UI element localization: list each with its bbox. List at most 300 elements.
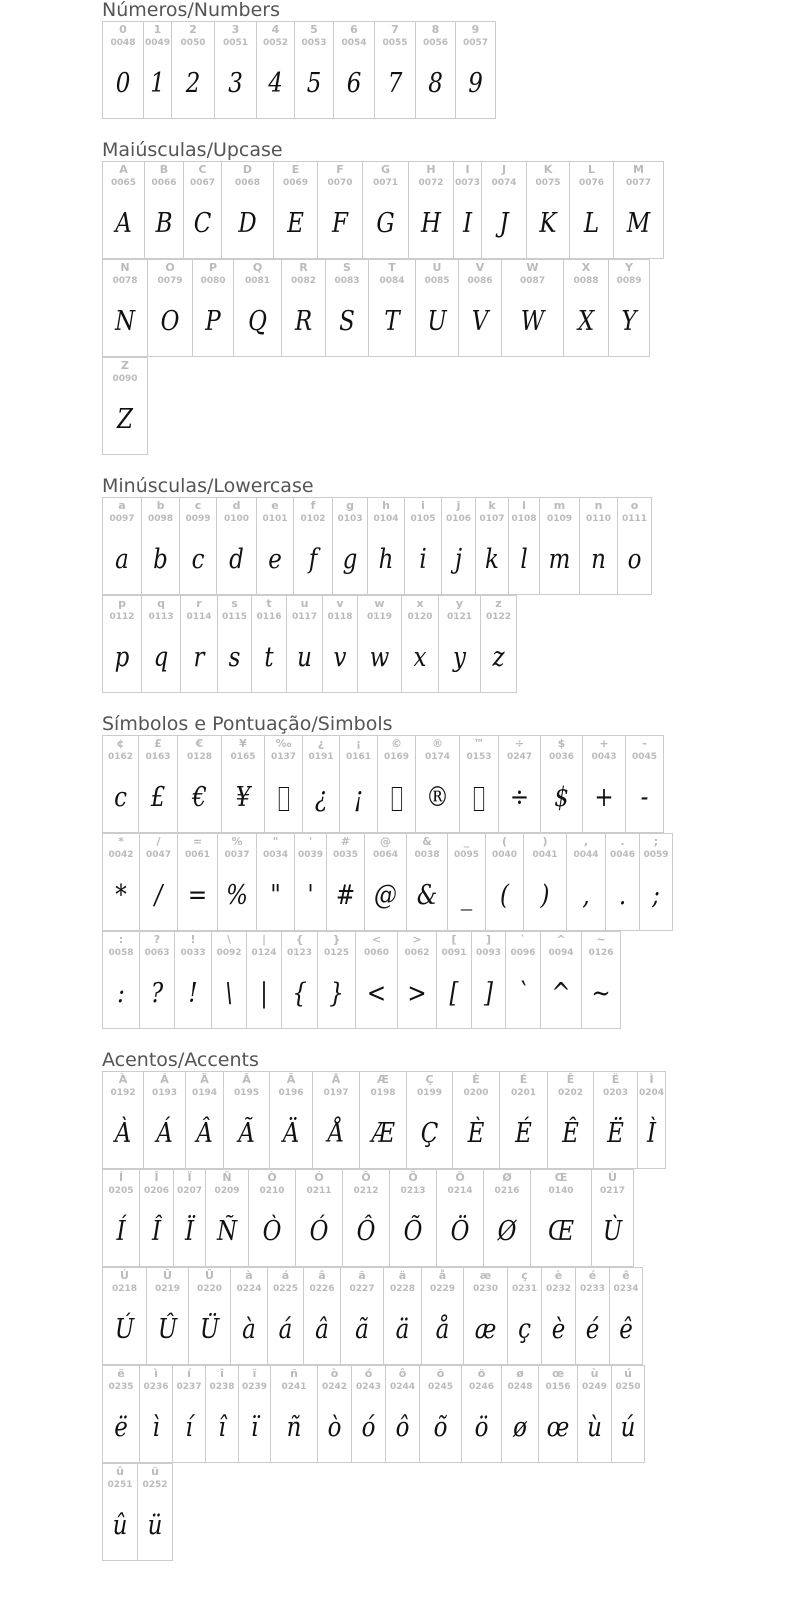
char-cell-0226: [303, 1267, 341, 1365]
char-code: 0191: [308, 752, 334, 762]
char-glyph: H: [420, 208, 442, 239]
char-cell-0073: [453, 161, 482, 259]
char-glyph: ç: [518, 1314, 531, 1345]
char-glyph: E: [287, 208, 304, 239]
char-label: =: [192, 835, 203, 848]
char-label: r: [196, 597, 202, 610]
char-glyph: +: [594, 782, 614, 813]
char-glyph: Â: [196, 1118, 213, 1149]
char-code: 0124: [251, 948, 277, 958]
char-code: 0056: [422, 38, 449, 48]
char-glyph: :: [117, 978, 125, 1009]
char-label: M: [633, 163, 644, 176]
char-cell-0116: [251, 595, 287, 693]
char-cell-0104: [367, 497, 405, 595]
char-label: ^: [556, 933, 566, 946]
char-glyph: P: [205, 306, 221, 337]
char-cell-0220: [188, 1267, 231, 1365]
char-cell-0042: [102, 833, 140, 931]
char-glyph: 7: [387, 68, 403, 99]
char-cell-0163: [138, 735, 178, 833]
char-code: 0062: [404, 948, 430, 958]
char-label: ø: [516, 1367, 524, 1380]
char-label: 9: [471, 23, 480, 36]
char-glyph: R: [294, 306, 313, 337]
char-glyph: €: [192, 782, 207, 813]
char-glyph: å: [435, 1314, 450, 1345]
char-label: Q: [252, 261, 263, 274]
char-label: e: [271, 499, 279, 512]
char-code: 0233: [579, 1284, 606, 1294]
char-cell-0100: [216, 497, 257, 595]
char-code: 0220: [196, 1284, 223, 1294]
char-code: 0205: [108, 1186, 134, 1196]
char-glyph: <: [366, 978, 387, 1009]
char-code: 0105: [410, 514, 436, 524]
char-code: 0232: [545, 1284, 572, 1294]
char-glyph: k: [485, 544, 499, 575]
char-label: q: [157, 597, 165, 610]
char-cell-0034: [256, 833, 295, 931]
char-label: ò: [330, 1367, 339, 1380]
char-label: `: [520, 933, 526, 946]
char-label: N: [120, 261, 130, 274]
char-cell-0045: [625, 735, 664, 833]
char-label: d: [232, 499, 241, 512]
char-code: 0243: [355, 1382, 382, 1392]
char-label: í: [187, 1367, 191, 1380]
char-cell-0250: [611, 1365, 645, 1463]
char-cell-0227: [340, 1267, 384, 1365]
char-code: 0211: [306, 1186, 332, 1196]
char-label: W: [526, 261, 539, 274]
char-label: Ê: [566, 1073, 575, 1086]
char-glyph: Î: [151, 1216, 162, 1247]
missing-glyph-icon: [278, 787, 288, 811]
char-code: 0195: [233, 1088, 260, 1098]
char-label: Í: [118, 1171, 124, 1184]
char-cell-0239: [238, 1365, 271, 1463]
char-cell-0232: [541, 1267, 576, 1365]
char-cell-0241: [270, 1365, 318, 1463]
char-label: Å: [331, 1073, 341, 1086]
char-cell-0112: [102, 595, 142, 693]
glyph-row: [102, 1169, 633, 1267]
char-code: 0126: [588, 948, 614, 958]
char-cell-0242: [317, 1365, 352, 1463]
char-cell-0194: [185, 1071, 224, 1169]
missing-glyph-icon: [474, 787, 484, 811]
char-label: x: [416, 597, 424, 610]
char-label: :: [118, 933, 124, 946]
char-label: #: [340, 835, 351, 848]
char-code: 0085: [424, 276, 450, 286]
char-cell-0229: [421, 1267, 464, 1365]
char-cell-0060: [355, 931, 398, 1029]
char-cell-0210: [248, 1169, 296, 1267]
char-glyph: (: [500, 880, 509, 911]
char-code: 0235: [108, 1382, 134, 1392]
char-label: ì: [154, 1367, 158, 1380]
char-glyph: 3: [228, 68, 243, 99]
char-glyph: ~: [591, 978, 611, 1009]
char-cell-0106: [441, 497, 476, 595]
char-label: E: [291, 163, 300, 176]
char-glyph: 5: [306, 68, 322, 99]
char-glyph: Ë: [607, 1118, 624, 1149]
char-code: 0099: [185, 514, 211, 524]
char-code: 0033: [180, 948, 206, 958]
char-cell-0048: [102, 21, 144, 119]
char-cell-0113: [141, 595, 181, 693]
char-glyph: Õ: [403, 1216, 423, 1247]
char-label: B: [159, 163, 169, 176]
char-glyph: È: [467, 1118, 485, 1149]
char-code: 0202: [557, 1088, 584, 1098]
char-cell-0081: [233, 259, 282, 357]
char-cell-0054: [333, 21, 375, 119]
char-code: 0216: [494, 1186, 520, 1196]
char-glyph: .: [618, 880, 627, 911]
char-code: 0034: [262, 850, 289, 860]
char-cell-0156: [538, 1365, 578, 1463]
char-cell-0063: [139, 931, 175, 1029]
char-label: g: [346, 499, 354, 512]
char-label: Â: [200, 1073, 209, 1086]
glyph-row: [102, 497, 651, 595]
char-code: 0238: [209, 1382, 235, 1392]
char-cell-0248: [501, 1365, 539, 1463]
char-glyph: ': [307, 880, 314, 911]
char-label: K: [543, 163, 553, 176]
char-glyph: ): [540, 880, 550, 911]
char-label: õ: [436, 1367, 445, 1380]
char-glyph: S: [339, 306, 355, 337]
char-glyph: ¥: [235, 782, 251, 813]
char-code: 0060: [363, 948, 390, 958]
char-cell-0055: [374, 21, 416, 119]
char-code: 0194: [191, 1088, 218, 1098]
char-code: 0231: [511, 1284, 538, 1294]
char-glyph: U: [427, 306, 447, 337]
char-cell-0111: [617, 497, 652, 595]
char-cell-0244: [385, 1365, 420, 1463]
char-code: 0213: [400, 1186, 426, 1196]
char-glyph: â: [315, 1314, 329, 1345]
char-code: 0091: [441, 948, 467, 958]
char-glyph: j: [454, 544, 463, 575]
char-glyph: m: [548, 544, 571, 575]
char-label: >: [412, 933, 422, 946]
char-cell-0115: [217, 595, 252, 693]
char-glyph: d: [229, 544, 244, 575]
char-glyph: æ: [474, 1314, 497, 1345]
char-glyph: ú: [620, 1412, 636, 1443]
char-label: {: [295, 933, 304, 946]
char-cell-0033: [174, 931, 212, 1029]
char-glyph: ]: [484, 978, 493, 1009]
glyph-row: [102, 833, 672, 931]
char-glyph: ^: [551, 978, 571, 1009]
char-code: 0100: [223, 514, 250, 524]
char-glyph: |: [260, 978, 268, 1009]
char-label: R: [299, 261, 308, 274]
char-glyph: [268, 782, 299, 814]
char-code: 0250: [615, 1382, 641, 1392]
char-code: 0192: [110, 1088, 136, 1098]
char-glyph: Z: [117, 404, 133, 435]
char-label: ™: [473, 737, 485, 750]
char-label: Ñ: [222, 1171, 232, 1184]
char-label: Æ: [377, 1073, 389, 1086]
char-glyph: !: [188, 978, 198, 1009]
char-glyph: G: [376, 208, 395, 239]
char-code: 0207: [176, 1186, 203, 1196]
char-label: ]: [485, 933, 492, 946]
char-code: 0228: [389, 1284, 416, 1294]
char-code: 0245: [427, 1382, 454, 1392]
char-glyph: 8: [428, 68, 443, 99]
glyph-row: [102, 931, 620, 1029]
char-glyph: ê: [619, 1314, 633, 1345]
char-label: á: [281, 1269, 290, 1282]
char-glyph: I: [462, 208, 473, 239]
char-label: €: [195, 737, 204, 750]
char-cell-0075: [526, 161, 570, 259]
char-code: 0246: [468, 1382, 495, 1392]
char-glyph: N: [114, 306, 136, 337]
char-code: 0107: [479, 514, 505, 524]
char-cell-0231: [507, 1267, 542, 1365]
char-label: ‰: [275, 737, 292, 750]
char-label: H: [426, 163, 436, 176]
char-cell-0174: [415, 735, 460, 833]
char-label: 7: [391, 23, 399, 36]
char-glyph: z: [492, 642, 505, 673]
char-label: o: [630, 499, 639, 512]
char-label: 2: [189, 23, 197, 36]
char-glyph: F: [332, 208, 348, 239]
char-glyph: Ô: [356, 1216, 376, 1247]
char-cell-0140: [530, 1169, 592, 1267]
char-cell-0085: [415, 259, 459, 357]
char-code: 0073: [454, 178, 481, 188]
char-cell-0076: [569, 161, 614, 259]
char-label: k: [488, 499, 496, 512]
char-code: 0054: [341, 38, 367, 48]
char-glyph: 2: [185, 68, 201, 99]
char-label: V: [475, 261, 485, 274]
char-label: Ä: [286, 1073, 296, 1086]
char-cell-0237: [172, 1365, 206, 1463]
char-code: 0112: [109, 612, 135, 622]
char-cell-0044: [566, 833, 606, 931]
char-glyph: D: [238, 208, 257, 239]
char-code: 0227: [349, 1284, 375, 1294]
char-glyph: Ò: [262, 1216, 282, 1247]
char-glyph: *: [115, 880, 127, 911]
char-cell-0246: [461, 1365, 502, 1463]
char-label: f: [310, 499, 316, 512]
char-cell-0201: [499, 1071, 548, 1169]
char-glyph: é: [585, 1314, 600, 1345]
char-label: m: [553, 499, 566, 512]
char-code: 0039: [297, 850, 324, 860]
char-code: 0209: [214, 1186, 240, 1196]
char-glyph: Ñ: [216, 1216, 238, 1247]
char-cell-0225: [267, 1267, 304, 1365]
char-label: *: [118, 835, 124, 848]
char-glyph: Á: [156, 1118, 173, 1149]
char-glyph: ô: [395, 1412, 410, 1443]
char-code: 0217: [599, 1186, 626, 1196]
char-code: 0069: [282, 178, 309, 188]
char-cell-0092: [211, 931, 247, 1029]
char-label: &: [422, 835, 432, 848]
char-code: 0119: [366, 612, 393, 622]
char-code: 0098: [147, 514, 174, 524]
char-code: 0234: [613, 1284, 639, 1294]
char-cell-0197: [312, 1071, 360, 1169]
char-label: 3: [231, 23, 240, 36]
glyph-row: [102, 161, 663, 259]
char-label: ~: [596, 933, 606, 946]
char-glyph: L: [583, 208, 600, 239]
char-code: 0081: [244, 276, 271, 286]
char-glyph: @: [374, 880, 397, 911]
char-cell-0089: [608, 259, 650, 357]
char-glyph: c: [114, 782, 127, 813]
char-cell-0169: [377, 735, 416, 833]
char-code: 0044: [573, 850, 599, 860]
char-label: y: [455, 597, 464, 610]
char-cell-0105: [404, 497, 442, 595]
char-cell-0202: [547, 1071, 594, 1169]
char-cell-0122: [480, 595, 517, 693]
char-code: 0169: [383, 752, 410, 762]
char-glyph: c: [191, 544, 205, 575]
char-code: 0043: [591, 752, 617, 762]
char-code: 0059: [643, 850, 669, 860]
char-glyph: \: [225, 978, 233, 1009]
char-label: ¥: [239, 737, 247, 750]
char-glyph: &: [416, 880, 438, 911]
char-code: 0045: [631, 752, 658, 762]
char-cell-0137: [264, 735, 303, 833]
char-label: À: [118, 1073, 128, 1086]
char-code: 0089: [616, 276, 642, 286]
char-glyph: =: [187, 880, 208, 911]
char-label: w: [374, 597, 385, 610]
char-glyph: a: [115, 544, 129, 575]
char-glyph: s: [228, 642, 241, 673]
char-code: 0218: [111, 1284, 138, 1294]
char-glyph: ,: [582, 880, 590, 911]
char-code: 0247: [506, 752, 533, 762]
char-cell-0238: [205, 1365, 239, 1463]
char-glyph: á: [278, 1314, 293, 1345]
char-glyph: {: [292, 978, 307, 1009]
char-code: 0104: [373, 514, 399, 524]
char-label: Á: [160, 1073, 169, 1086]
char-glyph: ò: [327, 1412, 342, 1443]
char-glyph: %: [226, 880, 248, 911]
char-label: ï: [252, 1367, 257, 1380]
char-code: 0052: [262, 38, 289, 48]
char-glyph: ó: [361, 1412, 376, 1443]
char-label: è: [554, 1269, 563, 1282]
section-title: Números/Numbers: [102, 0, 280, 21]
char-code: 0117: [291, 612, 318, 622]
char-code: 0095: [453, 850, 480, 860]
char-glyph: 4: [268, 68, 283, 99]
char-cell-0192: [102, 1071, 144, 1169]
char-glyph: B: [155, 208, 173, 239]
char-cell-0123: [281, 931, 318, 1029]
char-cell-0230: [463, 1267, 508, 1365]
char-code: 0251: [107, 1480, 133, 1490]
char-code: 0252: [142, 1480, 168, 1490]
char-label: ¡: [355, 737, 362, 750]
char-label: î: [220, 1367, 224, 1380]
char-cell-0124: [246, 931, 282, 1029]
char-cell-0120: [401, 595, 439, 693]
char-code: 0036: [548, 752, 575, 762]
char-code: 0115: [221, 612, 248, 622]
char-code: 0120: [407, 612, 433, 622]
char-cell-0191: [302, 735, 340, 833]
char-glyph: Û: [157, 1314, 178, 1345]
char-label: D: [242, 163, 253, 176]
char-label: ;: [653, 835, 659, 848]
char-label: p: [118, 597, 126, 610]
char-code: 0106: [445, 514, 472, 524]
char-glyph: Œ: [547, 1216, 575, 1247]
char-label: ?: [153, 933, 161, 946]
char-code: 0102: [300, 514, 326, 524]
char-code: 0224: [236, 1284, 262, 1294]
char-glyph: Ì: [646, 1118, 657, 1149]
char-cell-0119: [357, 595, 402, 693]
char-cell-0094: [540, 931, 582, 1029]
char-cell-0121: [438, 595, 481, 693]
char-glyph: ®: [426, 782, 449, 813]
char-code: 0193: [151, 1088, 178, 1098]
char-code: 0162: [107, 752, 134, 762]
char-cell-0053: [294, 21, 334, 119]
char-label: Ò: [267, 1171, 277, 1184]
char-cell-0110: [579, 497, 618, 595]
char-cell-0216: [483, 1169, 531, 1267]
char-code: 0161: [345, 752, 372, 762]
char-glyph: ": [270, 880, 281, 911]
char-label: (: [501, 835, 508, 848]
char-code: 0087: [519, 276, 546, 286]
char-label: û: [116, 1465, 124, 1478]
char-cell-0047: [139, 833, 178, 931]
char-label: Î: [154, 1171, 159, 1184]
char-label: C: [198, 163, 207, 176]
char-label: j: [456, 499, 461, 512]
char-glyph: Ç: [420, 1118, 439, 1149]
char-code: 0237: [176, 1382, 202, 1392]
char-glyph: Q: [248, 306, 267, 337]
char-label: ö: [477, 1367, 486, 1380]
char-code: 0046: [609, 850, 636, 860]
char-label: ': [308, 835, 313, 848]
char-label: 5: [310, 23, 318, 36]
char-glyph: o: [627, 544, 642, 575]
